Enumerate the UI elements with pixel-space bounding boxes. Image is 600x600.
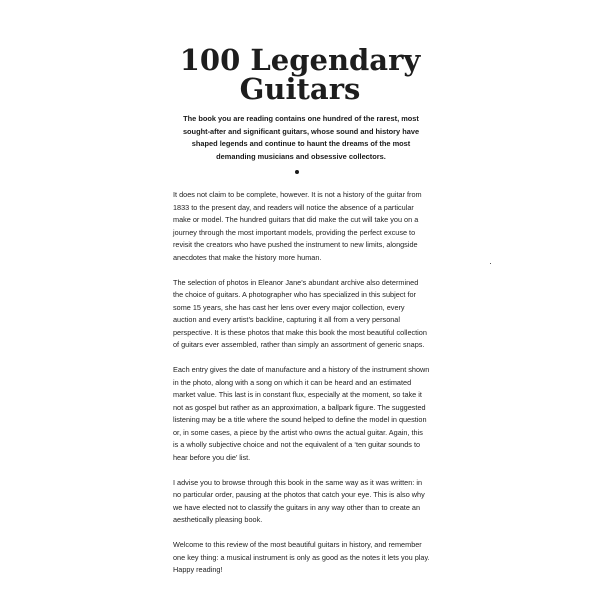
- body-text: [173, 189, 430, 589]
- body-paragraph-2: The selection of photos in Eleanor Jane’s abundant archive also determined the choice of guitars. A photographer who has specialized in this subject for some 15 years, she has cast her lens over every major collection, every auction and every artist’s backline, capturing it all from a very personal perspective. It is these photos that make this book the most beautiful collection of guitars ever assembled, rather than simply an assortment of generic snaps.: [173, 277, 427, 349]
- title-line-2: Guitars: [239, 72, 361, 106]
- title-line-1: 100 Legendary: [179, 43, 421, 77]
- body-paragraph-3: Each entry gives the date of manufacture and a history of the instrument shown in the photo, along with a song on which it can be heard and an estimated market value. This last is in constant flux, especially at the moment, so take it not as gospel but rather as an approximation, a ballpark figure. The suggested listening may be a title where the sound helped to define the model in question or, in some cases, a piece by the artist who owns the actual guitar. Again, this is a wholly subjective choice and not the equivalent of a ‘ten guitar sounds to hear before you die’ list.: [173, 365, 430, 462]
- page-title: [0, 43, 600, 106]
- bullet-separator-icon: [295, 170, 299, 174]
- body-paragraph-5: Welcome to this review of the most beautiful guitars in history, and remember one key thing: a musical instrument is only as good as the notes it lets you play. Happy reading!: [173, 540, 430, 574]
- body-paragraph-1: It does not claim to be complete, however. It is not a history of the guitar from 1833 to the present day, and readers will notice the absence of a particular make or model. The hundred guitars that did make the cut will take you on a journey through the most important models, providing the perfect excuse to revisit the creators who have pushed the instrument to new limits, alongside anecdotes that make the history more human.: [173, 190, 422, 262]
- page-speck: [490, 263, 491, 264]
- intro-paragraph: The book you are reading contains one hundred of the rarest, most sought-after and significant guitars, whose sound and history have shaped legends and continue to haunt the dreams of the most demanding musicians and obsessive collectors.: [182, 114, 420, 161]
- body-paragraph-4: I advise you to browse through this book in the same way as it was written: in no particular order, pausing at the photos that catch your eye. This is also why we have elected not to classify the guitars in any way other than to create an aesthetically pleasing book.: [173, 477, 425, 524]
